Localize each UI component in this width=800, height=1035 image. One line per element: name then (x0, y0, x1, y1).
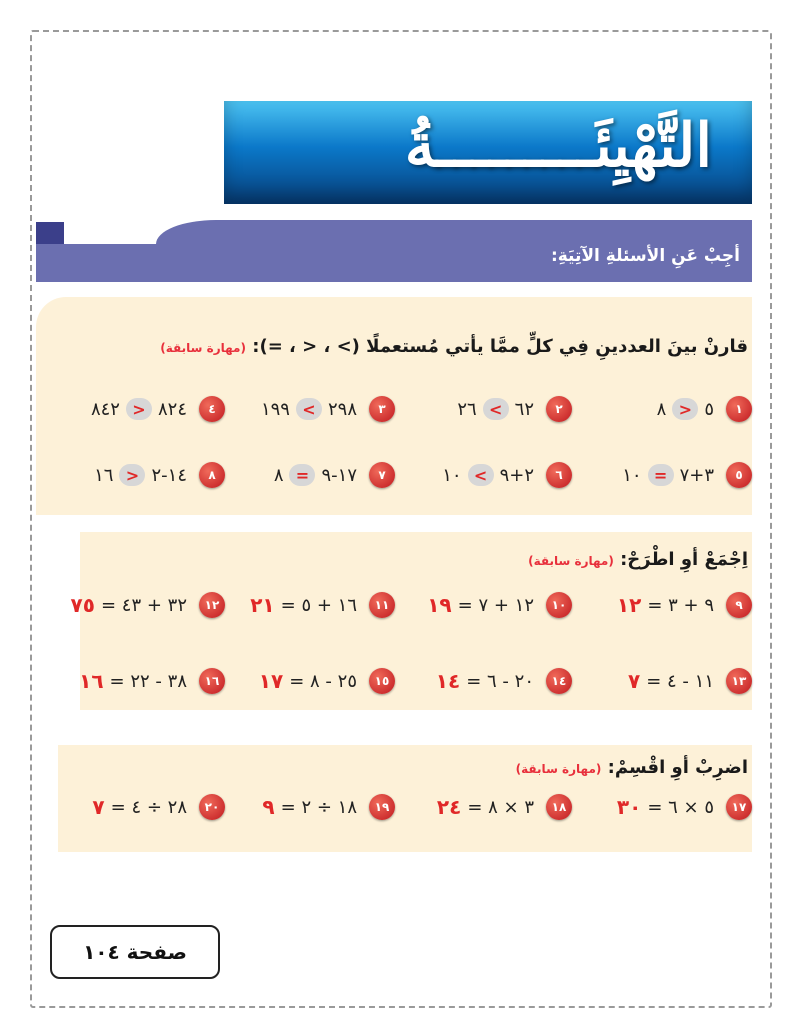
exercise-item (272, 458, 395, 492)
add-subtract-heading: اِجْمَعْ أوِ اطْرَحْ: (مهارة سابقة) (528, 549, 748, 570)
exercise-expression (655, 398, 716, 420)
answer-value: ١٧ (258, 669, 284, 693)
exercise-expression (75, 669, 189, 693)
exercise-number-badge: ٥ (726, 462, 752, 488)
page-number: صفحة ١٠٤ (83, 940, 187, 964)
compare-left-value: ٥ (704, 398, 714, 420)
compare-left-value: ١٧-٩ (321, 464, 357, 486)
exercise-expression (259, 398, 359, 420)
compare-left-value: ٢٩٨ (327, 398, 357, 420)
compare-right-value: ١٦ (94, 464, 114, 486)
exercise-item (258, 790, 395, 824)
instruction-text: أجِبْ عَنِ الأسئلةِ الآتِيَةِ: (550, 246, 740, 266)
compare-answer: < (468, 464, 494, 486)
skill-tag: (مهارة سابقة) (515, 762, 602, 776)
exercise-number-badge: ١١ (369, 592, 395, 618)
equation-text: ٢٨ ÷ ٤ = (110, 796, 187, 818)
exercise-item (655, 392, 752, 426)
compare-right-value: ١٩٩ (260, 398, 290, 420)
compare-answer: < (483, 398, 509, 420)
equation-text: ٣٨ - ٢٢ = (109, 670, 187, 692)
exercise-item (92, 458, 225, 492)
compare-answer: = (289, 464, 315, 486)
exercise-number-badge: ١٦ (199, 668, 225, 694)
multiply-divide-heading: اضرِبْ أوِ اقْسِمْ: (مهارة سابقة) (515, 757, 748, 778)
compare-left-value: ٦٢ (514, 398, 534, 420)
exercise-number-badge: ٢٠ (199, 794, 225, 820)
exercise-number-badge: ١٧ (726, 794, 752, 820)
exercise-number-badge: ١٣ (726, 668, 752, 694)
answer-value: ١٩ (427, 593, 452, 617)
exercise-item (255, 664, 395, 698)
compare-right-value: ٨ (273, 464, 284, 486)
exercise-number-badge: ٢ (546, 396, 572, 422)
answer-value: ١٤ (435, 669, 461, 693)
exercise-number-badge: ١٤ (546, 668, 572, 694)
equation-text: ٣٢ + ٤٣ = (100, 594, 187, 616)
exercise-item (613, 588, 752, 622)
exercise-item (433, 790, 572, 824)
compare-right-value: ٨ (656, 398, 667, 420)
compare-answer: < (296, 398, 322, 420)
equation-text: ٩ + ٣ = (647, 594, 714, 616)
compare-left-value: ١٤-٢ (151, 464, 187, 486)
compare-answer: > (126, 398, 152, 420)
exercise-item (423, 588, 572, 622)
title-banner (224, 101, 752, 204)
answer-value: ٢٤ (436, 795, 462, 819)
compare-right-value: ١٠ (622, 464, 642, 486)
exercise-item (246, 588, 395, 622)
equation-text: ١١ - ٤ = (646, 670, 714, 692)
instruction-tab (36, 222, 64, 244)
answer-value: ٢١ (250, 593, 275, 617)
exercise-number-badge: ٩ (726, 592, 752, 618)
exercise-item (259, 392, 395, 426)
compare-answer: > (119, 464, 145, 486)
exercise-item (613, 790, 752, 824)
exercise-item (89, 392, 225, 426)
exercise-number-badge: ٨ (199, 462, 225, 488)
exercise-number-badge: ٦ (546, 462, 572, 488)
exercise-expression (89, 398, 189, 420)
compare-right-value: ٨٤٢ (90, 398, 120, 420)
answer-value: ٩ (262, 795, 275, 819)
compare-right-value: ٢٦ (457, 398, 477, 420)
exercise-expression (432, 669, 536, 693)
skill-tag: (مهارة سابقة) (528, 554, 614, 568)
exercise-expression (88, 795, 189, 819)
compare-heading: قارنْ بينَ العددينِ فِي كلٍّ ممَّا يأتي مُستعملًا (> ، < ، =): (مهارة سابقة) (160, 336, 748, 357)
equation-text: ١٦ + ٥ = (280, 594, 357, 616)
exercise-number-badge: ١٠ (546, 592, 572, 618)
exercise-number-badge: ١٢ (199, 592, 225, 618)
exercise-item (75, 664, 225, 698)
instruction-bar (36, 220, 752, 282)
exercise-expression (246, 593, 359, 617)
page-number-box (50, 925, 220, 979)
answer-value: ٧ (92, 795, 105, 819)
exercise-number-badge: ١٨ (546, 794, 572, 820)
answer-value: ٧ (628, 669, 641, 693)
exercise-expression (433, 795, 536, 819)
exercise-item (88, 790, 225, 824)
compare-right-value: ١٠ (442, 464, 462, 486)
exercise-expression (67, 593, 189, 617)
exercise-item (432, 664, 572, 698)
exercise-expression (624, 669, 716, 693)
answer-value: ٣٠ (616, 795, 642, 819)
exercise-expression (613, 795, 716, 819)
equation-text: ١٨ ÷ ٢ = (280, 796, 357, 818)
answer-value: ١٦ (79, 669, 104, 693)
skill-tag: (مهارة سابقة) (160, 341, 246, 355)
exercise-expression (440, 464, 536, 486)
exercise-item (67, 588, 225, 622)
exercise-item (440, 458, 572, 492)
exercise-number-badge: ٤ (199, 396, 225, 422)
exercise-number-badge: ١٥ (369, 668, 395, 694)
compare-answer: = (648, 464, 674, 486)
instruction-curve (156, 220, 752, 244)
equation-text: ٥ × ٦ = (647, 796, 714, 818)
exercise-expression (423, 593, 536, 617)
exercise-expression (620, 464, 716, 486)
compare-left-value: ٣+٧ (679, 464, 714, 486)
exercise-number-badge: ١٩ (369, 794, 395, 820)
equation-text: ٣ × ٨ = (467, 796, 534, 818)
exercise-number-badge: ١ (726, 396, 752, 422)
page-title: التَّهْيِئَـــــــــةُ (404, 111, 712, 181)
exercise-expression (258, 795, 359, 819)
answer-value: ٧٥ (70, 593, 95, 617)
exercise-expression (455, 398, 536, 420)
exercise-item (455, 392, 572, 426)
exercise-expression (92, 464, 189, 486)
exercise-expression (255, 669, 359, 693)
exercise-item (624, 664, 752, 698)
exercise-number-badge: ٧ (369, 462, 395, 488)
compare-left-value: ٨٢٤ (157, 398, 187, 420)
equation-text: ٢٠ - ٦ = (466, 670, 534, 692)
exercise-expression (272, 464, 359, 486)
compare-answer: > (672, 398, 698, 420)
equation-text: ٢٥ - ٨ = (289, 670, 357, 692)
exercise-number-badge: ٣ (369, 396, 395, 422)
exercise-expression (613, 593, 716, 617)
answer-value: ١٢ (616, 593, 642, 617)
compare-left-value: ٢+٩ (499, 464, 534, 486)
exercise-item (620, 458, 752, 492)
equation-text: ١٢ + ٧ = (457, 594, 534, 616)
